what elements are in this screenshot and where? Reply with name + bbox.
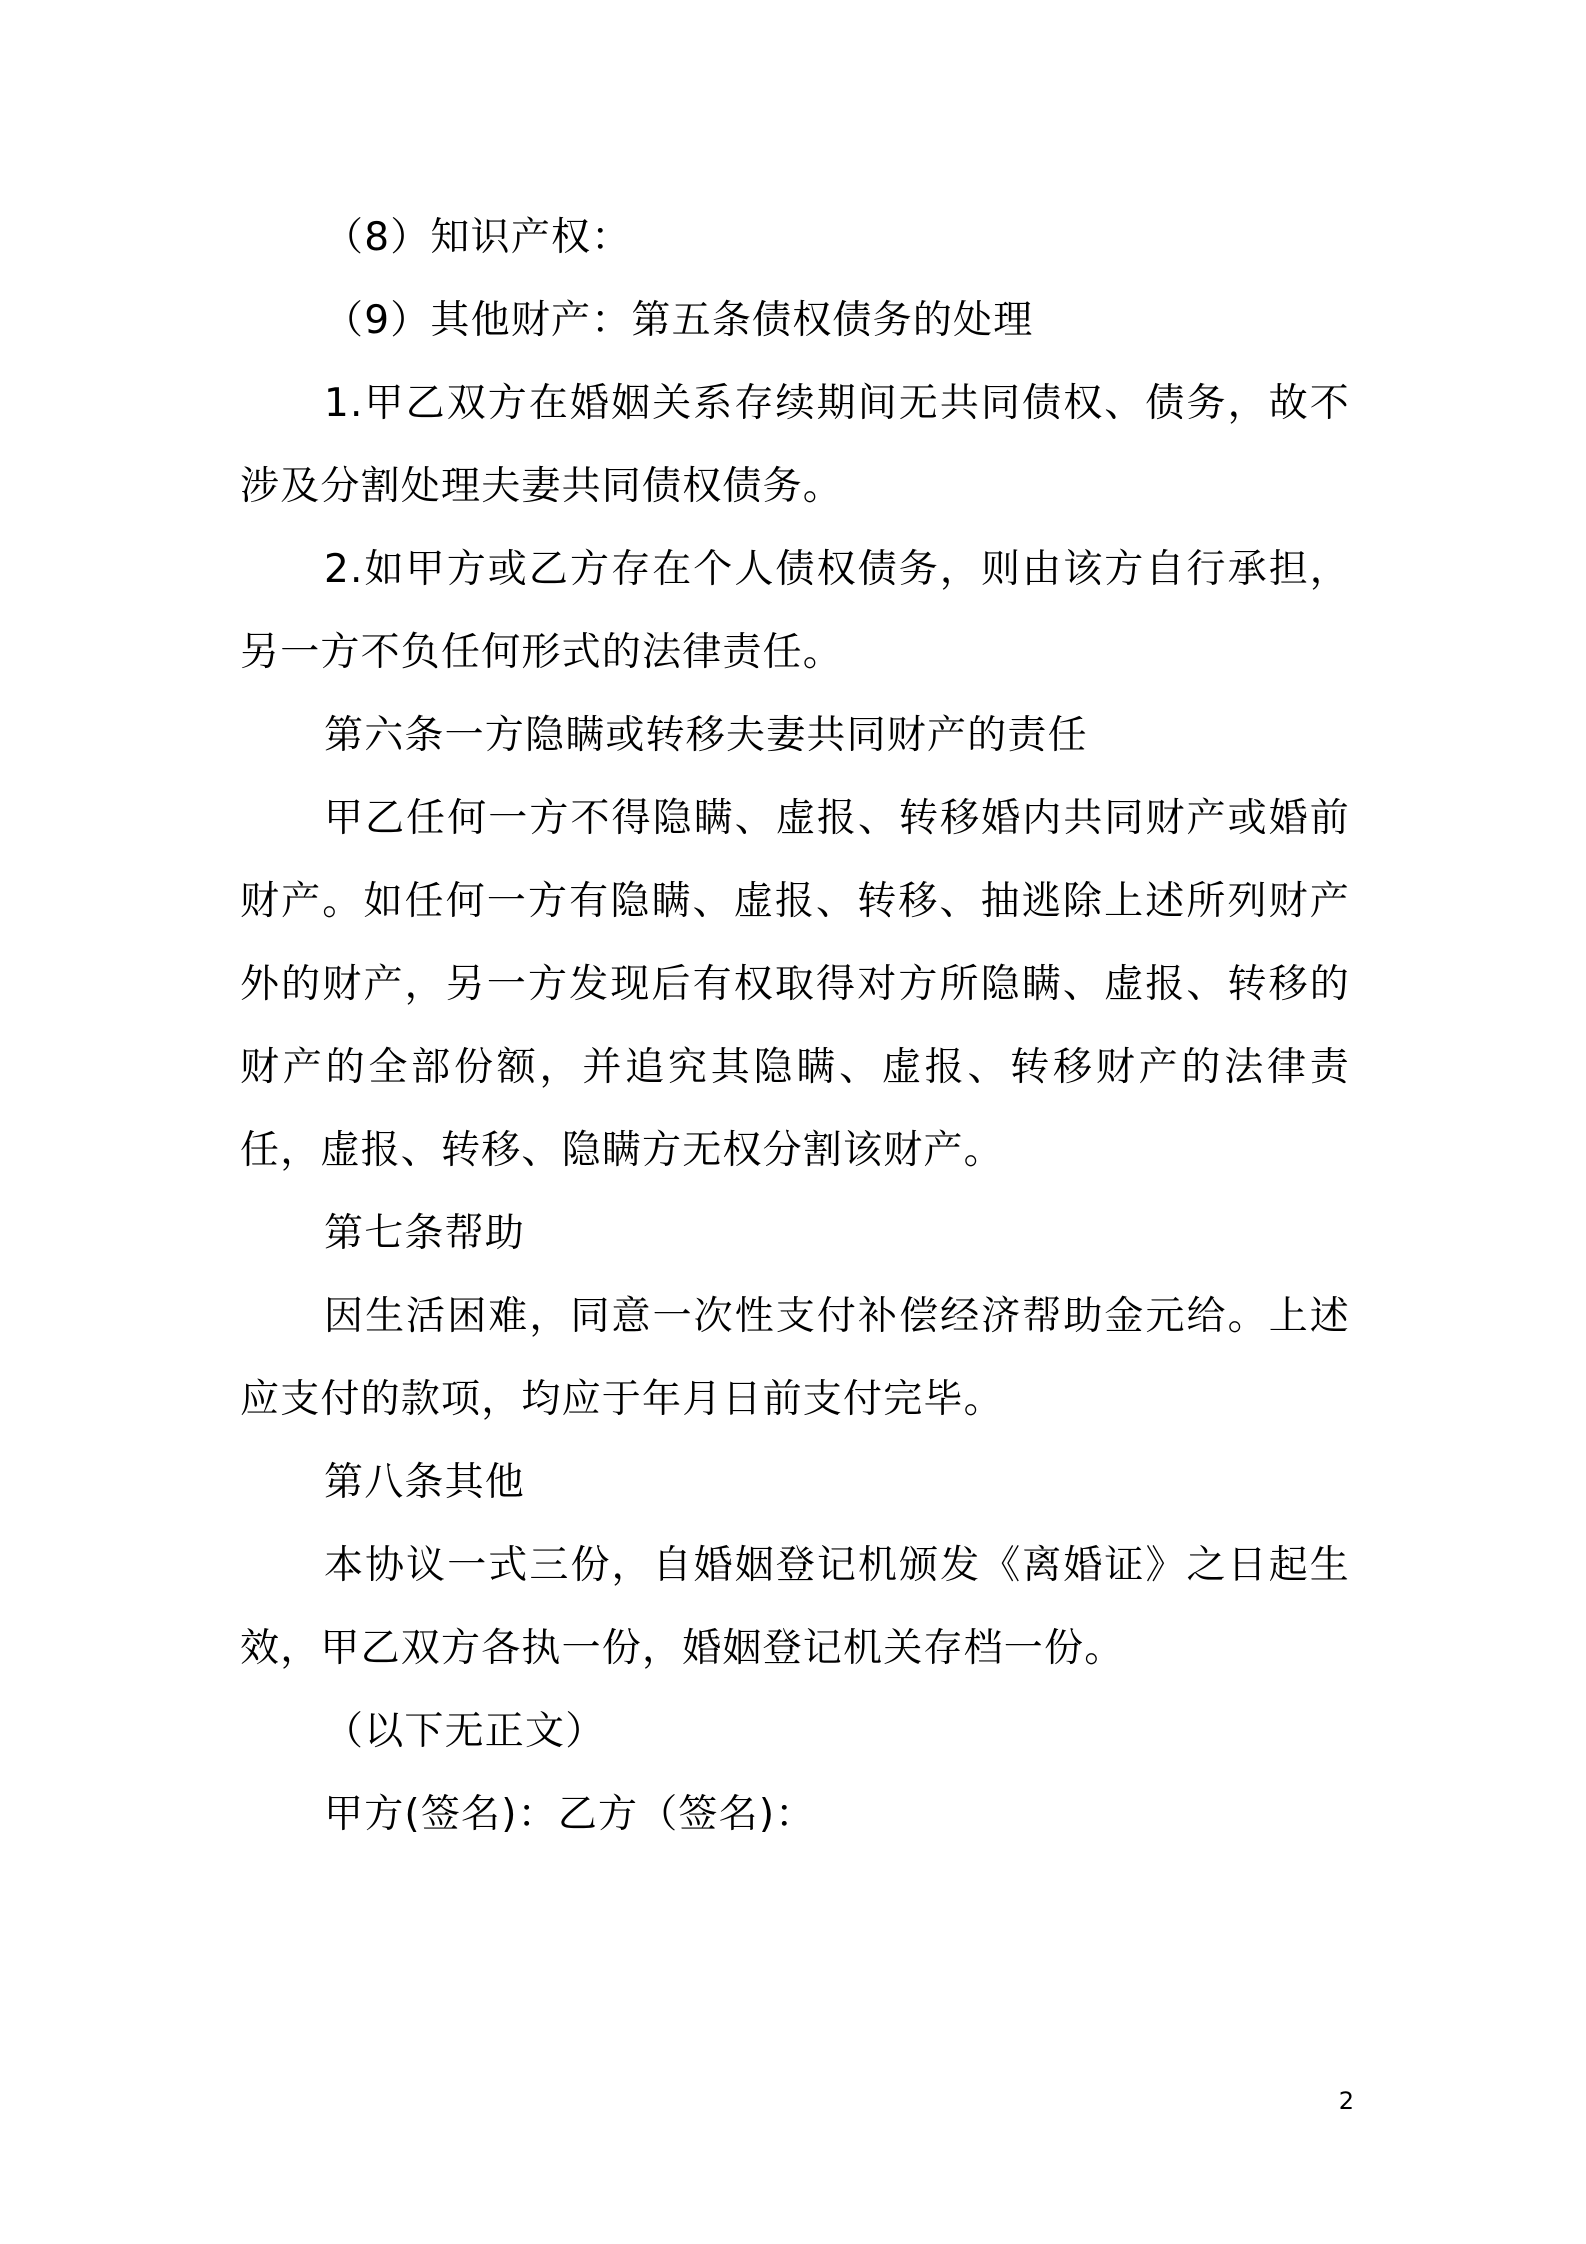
document-body — [240, 196, 1350, 1856]
paragraph-end-of-text: （以下无正文） — [324, 1709, 606, 1754]
paragraph-agreement-copies: 本协议一式三份，自婚姻登记机颁发《离婚证》之日起生效，甲乙双方各执一份，婚姻登记机关存档一份。 — [240, 1543, 1350, 1671]
page-number: 2 — [1338, 2087, 1354, 2115]
heading-article-6: 第六条一方隐瞒或转移夫妻共同财产的责任 — [324, 713, 1088, 758]
paragraph-financial-assistance: 因生活困难，同意一次性支付补偿经济帮助金元给。上述应支付的款项，均应于年月日前支付完毕。 — [240, 1294, 1350, 1422]
paragraph-intellectual-property: （8）知识产权： — [324, 215, 632, 260]
heading-article-8: 第八条其他 — [324, 1460, 526, 1505]
paragraph-debt-clause-2: 2.如甲方或乙方存在个人债权债务，则由该方自行承担，另一方不负任何形式的法律责任。 — [240, 547, 1350, 675]
paragraph-concealment-liability: 甲乙任何一方不得隐瞒、虚报、转移婚内共同财产或婚前财产。如任何一方有隐瞒、虚报、转移、抽逃除上述所列财产外的财产，另一方发现后有权取得对方所隐瞒、虚报、转移的财产的全部份额，并追究其隐瞒、虚报、转移财产的法律责任，虚报、转移、隐瞒方无权分割该财产。 — [240, 796, 1350, 1173]
paragraph-debt-clause-1: 1.甲乙双方在婚姻关系存续期间无共同债权、债务，故不涉及分割处理夫妻共同债权债务。 — [240, 381, 1350, 509]
signature-line: 甲方(签名)：乙方（签名)： — [324, 1792, 816, 1837]
heading-article-7: 第七条帮助 — [324, 1211, 526, 1256]
paragraph-other-property: （9）其他财产：第五条债权债务的处理 — [324, 298, 1034, 343]
